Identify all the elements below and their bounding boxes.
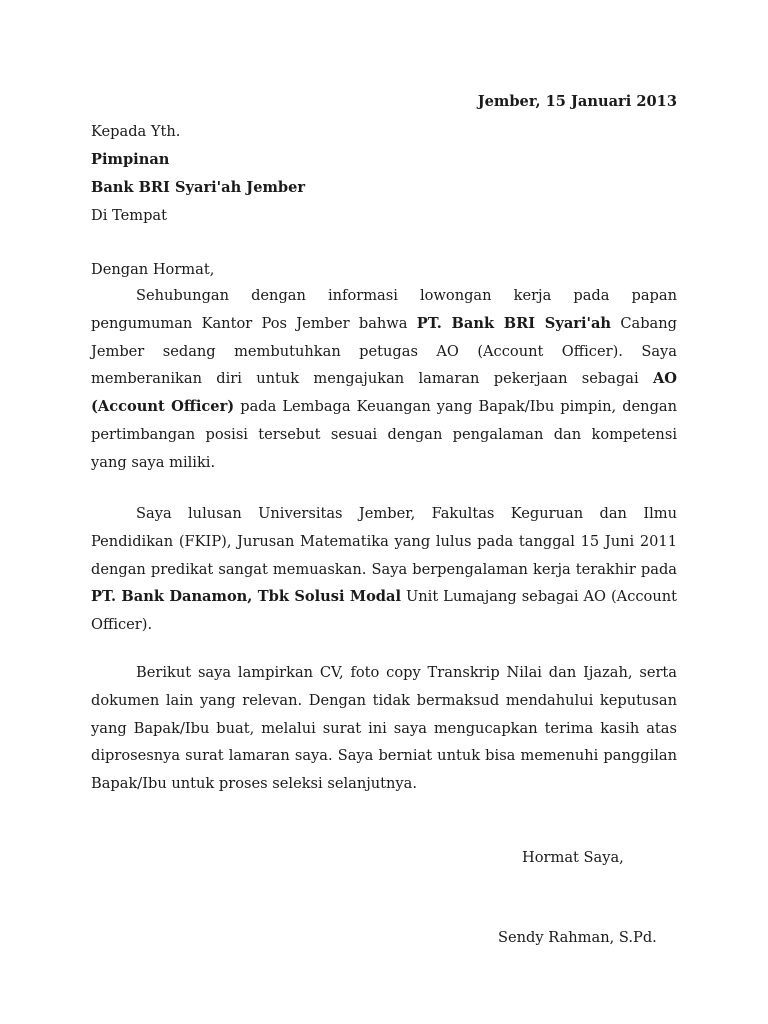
paragraph-1-text-3: pada Lembaga Keuangan yang Bapak/Ibu pimpin, dengan pertimbangan posisi tersebut sesuai dengan pengalaman dan kompetensi yang saya miliki. xyxy=(91,398,678,471)
paragraph-2 xyxy=(91,500,677,639)
paragraph-2-text-2: Unit Lumajang sebagai AO (Account Officer). xyxy=(91,588,678,634)
paragraph-1 xyxy=(91,282,677,477)
recipient-salutation: Kepada Yth. xyxy=(91,123,181,140)
recipient-title: Pimpinan xyxy=(91,151,170,168)
greeting: Dengan Hormat, xyxy=(91,261,215,278)
recipient-place: Di Tempat xyxy=(91,207,167,224)
paragraph-3: Berikut saya lampirkan CV, foto copy Transkrip Nilai dan Ijazah, serta dokumen lain yang relevan. Dengan tidak bermaksud mendahului keputusan yang Bapak/Ibu buat, melalui surat ini saya mengucapkan terima kasih atas diprosesnya surat lamaran saya. Saya berniat untuk bisa memenuhi panggilan Bapak/Ibu untuk proses seleksi selanjutnya. xyxy=(91,664,677,793)
paragraph-1-text-2: Cabang Jember sedang membutuhkan petugas AO (Account Officer). Saya memberanikan diri untuk mengajukan lamaran pekerjaan sebagai xyxy=(91,314,677,388)
paragraph-2-employer: PT. Bank Danamon, Tbk Solusi Modal xyxy=(91,588,402,606)
paragraph-1-text-1: Sehubungan dengan informasi lowongan kerja pada papan pengumuman Kantor Pos Jember bahwa xyxy=(91,287,677,332)
paragraph-1-position: AO (Account Officer) xyxy=(91,370,677,416)
paragraph-2-text-1: Saya lulusan Universitas Jember, Fakultas Keguruan dan Ilmu Pendidikan (FKIP), Jurusan Matematika yang lulus pada tanggal 15 Juni 2011 dengan predikat sangat memuaskan. Saya berpengalaman kerja terakhir pada xyxy=(91,505,677,578)
signatory-name: Sendy Rahman, S.Pd. xyxy=(498,929,657,946)
recipient-institution: Bank BRI Syari'ah Jember xyxy=(91,179,306,196)
letter-date: Jember, 15 Januari 2013 xyxy=(477,93,677,110)
closing: Hormat Saya, xyxy=(522,849,624,866)
paragraph-1-bank-name: PT. Bank BRI Syari'ah xyxy=(416,314,612,332)
